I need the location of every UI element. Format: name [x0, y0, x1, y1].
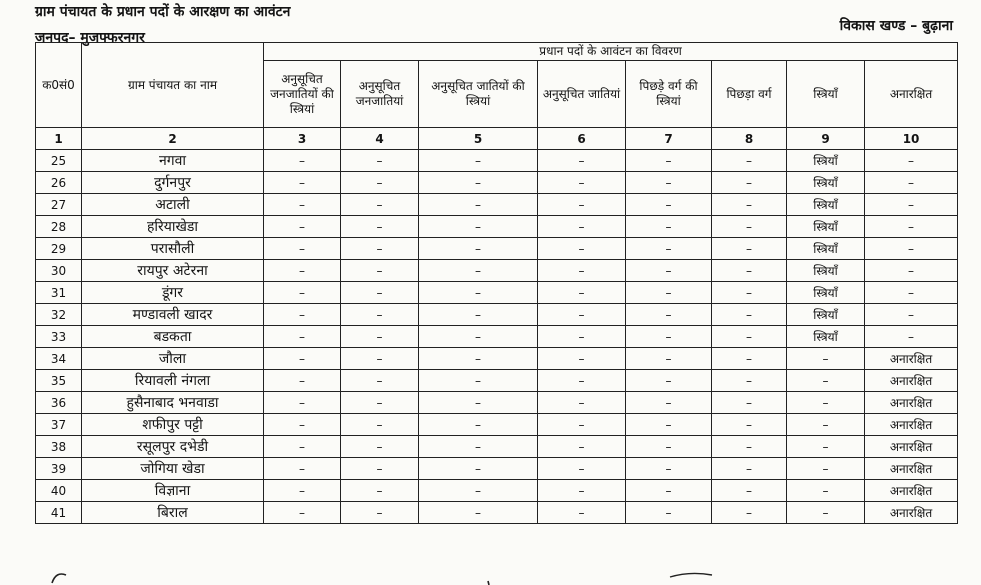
table-row	[36, 260, 958, 282]
women-cell: –	[787, 370, 865, 392]
serial-number: 28	[36, 216, 82, 238]
unreserved-cell: –	[865, 304, 958, 326]
st-women-cell: –	[264, 282, 341, 304]
sc-cell: –	[538, 414, 626, 436]
st-cell: –	[341, 458, 419, 480]
unreserved-cell: अनारक्षित	[865, 348, 958, 370]
column-number: 6	[538, 128, 626, 150]
gram-panchayat-name: बिराल	[82, 502, 264, 524]
st-women-cell: –	[264, 172, 341, 194]
serial-number: 39	[36, 458, 82, 480]
sc-women-cell: –	[419, 326, 538, 348]
obc-women-cell: –	[626, 260, 712, 282]
serial-number: 41	[36, 502, 82, 524]
sc-women-cell: –	[419, 194, 538, 216]
serial-number: 31	[36, 282, 82, 304]
women-cell: स्त्रियाँ	[787, 150, 865, 172]
st-women-cell: –	[264, 238, 341, 260]
obc-women-cell: –	[626, 480, 712, 502]
serial-number: 27	[36, 194, 82, 216]
obc-cell: –	[712, 392, 787, 414]
st-cell: –	[341, 480, 419, 502]
st-cell: –	[341, 216, 419, 238]
column-number: 2	[82, 128, 264, 150]
obc-cell: –	[712, 480, 787, 502]
sc-women-cell: –	[419, 172, 538, 194]
column-number: 7	[626, 128, 712, 150]
unreserved-cell: अनारक्षित	[865, 458, 958, 480]
sc-cell: –	[538, 194, 626, 216]
st-women-cell: –	[264, 348, 341, 370]
unreserved-cell: –	[865, 238, 958, 260]
unreserved-cell: –	[865, 260, 958, 282]
sc-cell: –	[538, 282, 626, 304]
obc-women-cell: –	[626, 216, 712, 238]
sc-cell: –	[538, 238, 626, 260]
obc-cell: –	[712, 238, 787, 260]
unreserved-cell: अनारक्षित	[865, 370, 958, 392]
serial-number: 34	[36, 348, 82, 370]
obc-women-cell: –	[626, 348, 712, 370]
obc-women-cell: –	[626, 414, 712, 436]
table-row	[36, 326, 958, 348]
table-row	[36, 502, 958, 524]
sc-cell: –	[538, 304, 626, 326]
st-women-cell: –	[264, 370, 341, 392]
table-row	[36, 216, 958, 238]
serial-number: 32	[36, 304, 82, 326]
gram-panchayat-name: परासौली	[82, 238, 264, 260]
sc-cell: –	[538, 150, 626, 172]
st-women-cell: –	[264, 480, 341, 502]
obc-women-cell: –	[626, 172, 712, 194]
table-row	[36, 238, 958, 260]
serial-number: 35	[36, 370, 82, 392]
st-cell: –	[341, 392, 419, 414]
sc-women-cell: –	[419, 370, 538, 392]
women-cell: स्त्रियाँ	[787, 172, 865, 194]
table-row	[36, 282, 958, 304]
st-cell: –	[341, 150, 419, 172]
document-title: ग्राम पंचायत के प्रधान पदों के आरक्षण का आवंटन	[35, 4, 291, 20]
sc-women-cell: –	[419, 414, 538, 436]
reservation-table	[35, 42, 958, 524]
gram-panchayat-name: जौला	[82, 348, 264, 370]
women-cell: स्त्रियाँ	[787, 326, 865, 348]
obc-women-cell: –	[626, 238, 712, 260]
sc-cell: –	[538, 480, 626, 502]
obc-cell: –	[712, 436, 787, 458]
gram-panchayat-name: विज्ञाना	[82, 480, 264, 502]
st-women-cell: –	[264, 194, 341, 216]
unreserved-cell: अनारक्षित	[865, 392, 958, 414]
st-women-cell: –	[264, 502, 341, 524]
sc-women-cell: –	[419, 348, 538, 370]
column-number: 4	[341, 128, 419, 150]
table-row	[36, 436, 958, 458]
obc-cell: –	[712, 502, 787, 524]
obc-women-cell: –	[626, 370, 712, 392]
sc-cell: –	[538, 216, 626, 238]
column-number: 1	[36, 128, 82, 150]
st-women-cell: –	[264, 326, 341, 348]
st-women-cell: –	[264, 260, 341, 282]
col-header-obc-women: पिछड़े वर्ग की स्त्रियां	[626, 61, 712, 128]
st-women-cell: –	[264, 150, 341, 172]
obc-cell: –	[712, 458, 787, 480]
obc-women-cell: –	[626, 150, 712, 172]
women-cell: –	[787, 458, 865, 480]
gram-panchayat-name: नगवा	[82, 150, 264, 172]
district-label: जनपद– मुजफ्फरनगर	[35, 30, 145, 46]
obc-cell: –	[712, 172, 787, 194]
st-cell: –	[341, 304, 419, 326]
women-cell: –	[787, 436, 865, 458]
serial-number: 38	[36, 436, 82, 458]
women-cell: –	[787, 502, 865, 524]
gram-panchayat-name: डूंगर	[82, 282, 264, 304]
col-header-sc-women: अनुसूचित जातियों की स्त्रियां	[419, 61, 538, 128]
st-cell: –	[341, 414, 419, 436]
sc-women-cell: –	[419, 260, 538, 282]
sc-cell: –	[538, 392, 626, 414]
obc-women-cell: –	[626, 304, 712, 326]
women-cell: –	[787, 414, 865, 436]
gram-panchayat-name: बडकता	[82, 326, 264, 348]
unreserved-cell: –	[865, 216, 958, 238]
sc-cell: –	[538, 260, 626, 282]
obc-women-cell: –	[626, 282, 712, 304]
obc-cell: –	[712, 282, 787, 304]
women-cell: स्त्रियाँ	[787, 260, 865, 282]
serial-number: 30	[36, 260, 82, 282]
st-women-cell: –	[264, 392, 341, 414]
col-header-gram-panchayat: ग्राम पंचायत का नाम	[82, 43, 264, 128]
obc-cell: –	[712, 260, 787, 282]
block-label: विकास खण्ड – बुढ़ाना	[839, 18, 953, 34]
column-number: 5	[419, 128, 538, 150]
sc-women-cell: –	[419, 304, 538, 326]
unreserved-cell: –	[865, 194, 958, 216]
serial-number: 26	[36, 172, 82, 194]
obc-cell: –	[712, 216, 787, 238]
serial-number: 29	[36, 238, 82, 260]
gram-panchayat-name: रियावली नंगला	[82, 370, 264, 392]
st-cell: –	[341, 502, 419, 524]
st-women-cell: –	[264, 458, 341, 480]
women-cell: –	[787, 392, 865, 414]
col-header-women: स्त्रियाँ	[787, 61, 865, 128]
unreserved-cell: –	[865, 326, 958, 348]
col-header-obc: पिछड़ा वर्ग	[712, 61, 787, 128]
st-cell: –	[341, 436, 419, 458]
table-row	[36, 458, 958, 480]
col-header-serial: क0सं0	[36, 43, 82, 128]
obc-cell: –	[712, 150, 787, 172]
st-cell: –	[341, 260, 419, 282]
group-header-allocation: प्रधान पदों के आवंटन का विवरण	[264, 43, 958, 61]
unreserved-cell: अनारक्षित	[865, 480, 958, 502]
sc-cell: –	[538, 370, 626, 392]
obc-cell: –	[712, 370, 787, 392]
sc-women-cell: –	[419, 216, 538, 238]
unreserved-cell: अनारक्षित	[865, 414, 958, 436]
table-row	[36, 392, 958, 414]
st-cell: –	[341, 370, 419, 392]
serial-number: 25	[36, 150, 82, 172]
gram-panchayat-name: मण्डावली खादर	[82, 304, 264, 326]
col-header-st-women: अनुसूचित जनजातियों की स्त्रियां	[264, 61, 341, 128]
table-row	[36, 480, 958, 502]
women-cell: –	[787, 348, 865, 370]
unreserved-cell: अनारक्षित	[865, 436, 958, 458]
sc-cell: –	[538, 502, 626, 524]
table-row	[36, 304, 958, 326]
obc-women-cell: –	[626, 458, 712, 480]
column-number: 10	[865, 128, 958, 150]
column-number-row	[36, 128, 958, 150]
st-cell: –	[341, 348, 419, 370]
sc-cell: –	[538, 326, 626, 348]
table-row	[36, 172, 958, 194]
obc-cell: –	[712, 414, 787, 436]
st-cell: –	[341, 282, 419, 304]
gram-panchayat-name: अटाली	[82, 194, 264, 216]
unreserved-cell: –	[865, 282, 958, 304]
obc-cell: –	[712, 194, 787, 216]
women-cell: –	[787, 480, 865, 502]
gram-panchayat-name: शफीपुर पट्टी	[82, 414, 264, 436]
sc-women-cell: –	[419, 392, 538, 414]
handwritten-marks	[0, 565, 981, 585]
serial-number: 36	[36, 392, 82, 414]
gram-panchayat-name: दुर्गनपुर	[82, 172, 264, 194]
st-cell: –	[341, 172, 419, 194]
sc-cell: –	[538, 172, 626, 194]
obc-women-cell: –	[626, 392, 712, 414]
obc-women-cell: –	[626, 326, 712, 348]
column-number: 9	[787, 128, 865, 150]
women-cell: स्त्रियाँ	[787, 282, 865, 304]
st-cell: –	[341, 194, 419, 216]
table-row	[36, 194, 958, 216]
table-row	[36, 370, 958, 392]
sc-women-cell: –	[419, 150, 538, 172]
obc-women-cell: –	[626, 194, 712, 216]
sc-women-cell: –	[419, 282, 538, 304]
col-header-sc: अनुसूचित जातियां	[538, 61, 626, 128]
obc-cell: –	[712, 348, 787, 370]
gram-panchayat-name: जोगिया खेडा	[82, 458, 264, 480]
sc-cell: –	[538, 436, 626, 458]
unreserved-cell: अनारक्षित	[865, 502, 958, 524]
women-cell: स्त्रियाँ	[787, 216, 865, 238]
sc-women-cell: –	[419, 238, 538, 260]
table-row	[36, 348, 958, 370]
col-header-unreserved: अनारक्षित	[865, 61, 958, 128]
serial-number: 40	[36, 480, 82, 502]
obc-cell: –	[712, 326, 787, 348]
gram-panchayat-name: हुसैनाबाद भनवाडा	[82, 392, 264, 414]
sc-women-cell: –	[419, 502, 538, 524]
sc-cell: –	[538, 348, 626, 370]
column-number: 3	[264, 128, 341, 150]
sc-cell: –	[538, 458, 626, 480]
serial-number: 37	[36, 414, 82, 436]
table-row	[36, 414, 958, 436]
women-cell: स्त्रियाँ	[787, 194, 865, 216]
sc-women-cell: –	[419, 458, 538, 480]
obc-cell: –	[712, 304, 787, 326]
unreserved-cell: –	[865, 172, 958, 194]
st-women-cell: –	[264, 304, 341, 326]
st-women-cell: –	[264, 436, 341, 458]
women-cell: स्त्रियाँ	[787, 238, 865, 260]
obc-women-cell: –	[626, 502, 712, 524]
unreserved-cell: –	[865, 150, 958, 172]
st-women-cell: –	[264, 414, 341, 436]
women-cell: स्त्रियाँ	[787, 304, 865, 326]
sc-women-cell: –	[419, 480, 538, 502]
st-cell: –	[341, 326, 419, 348]
obc-women-cell: –	[626, 436, 712, 458]
st-women-cell: –	[264, 216, 341, 238]
gram-panchayat-name: रसूलपुर दभेडी	[82, 436, 264, 458]
serial-number: 33	[36, 326, 82, 348]
column-number: 8	[712, 128, 787, 150]
col-header-st: अनुसूचित जनजातियां	[341, 61, 419, 128]
st-cell: –	[341, 238, 419, 260]
sc-women-cell: –	[419, 436, 538, 458]
gram-panchayat-name: हरियाखेडा	[82, 216, 264, 238]
table-row	[36, 150, 958, 172]
gram-panchayat-name: रायपुर अटेरना	[82, 260, 264, 282]
